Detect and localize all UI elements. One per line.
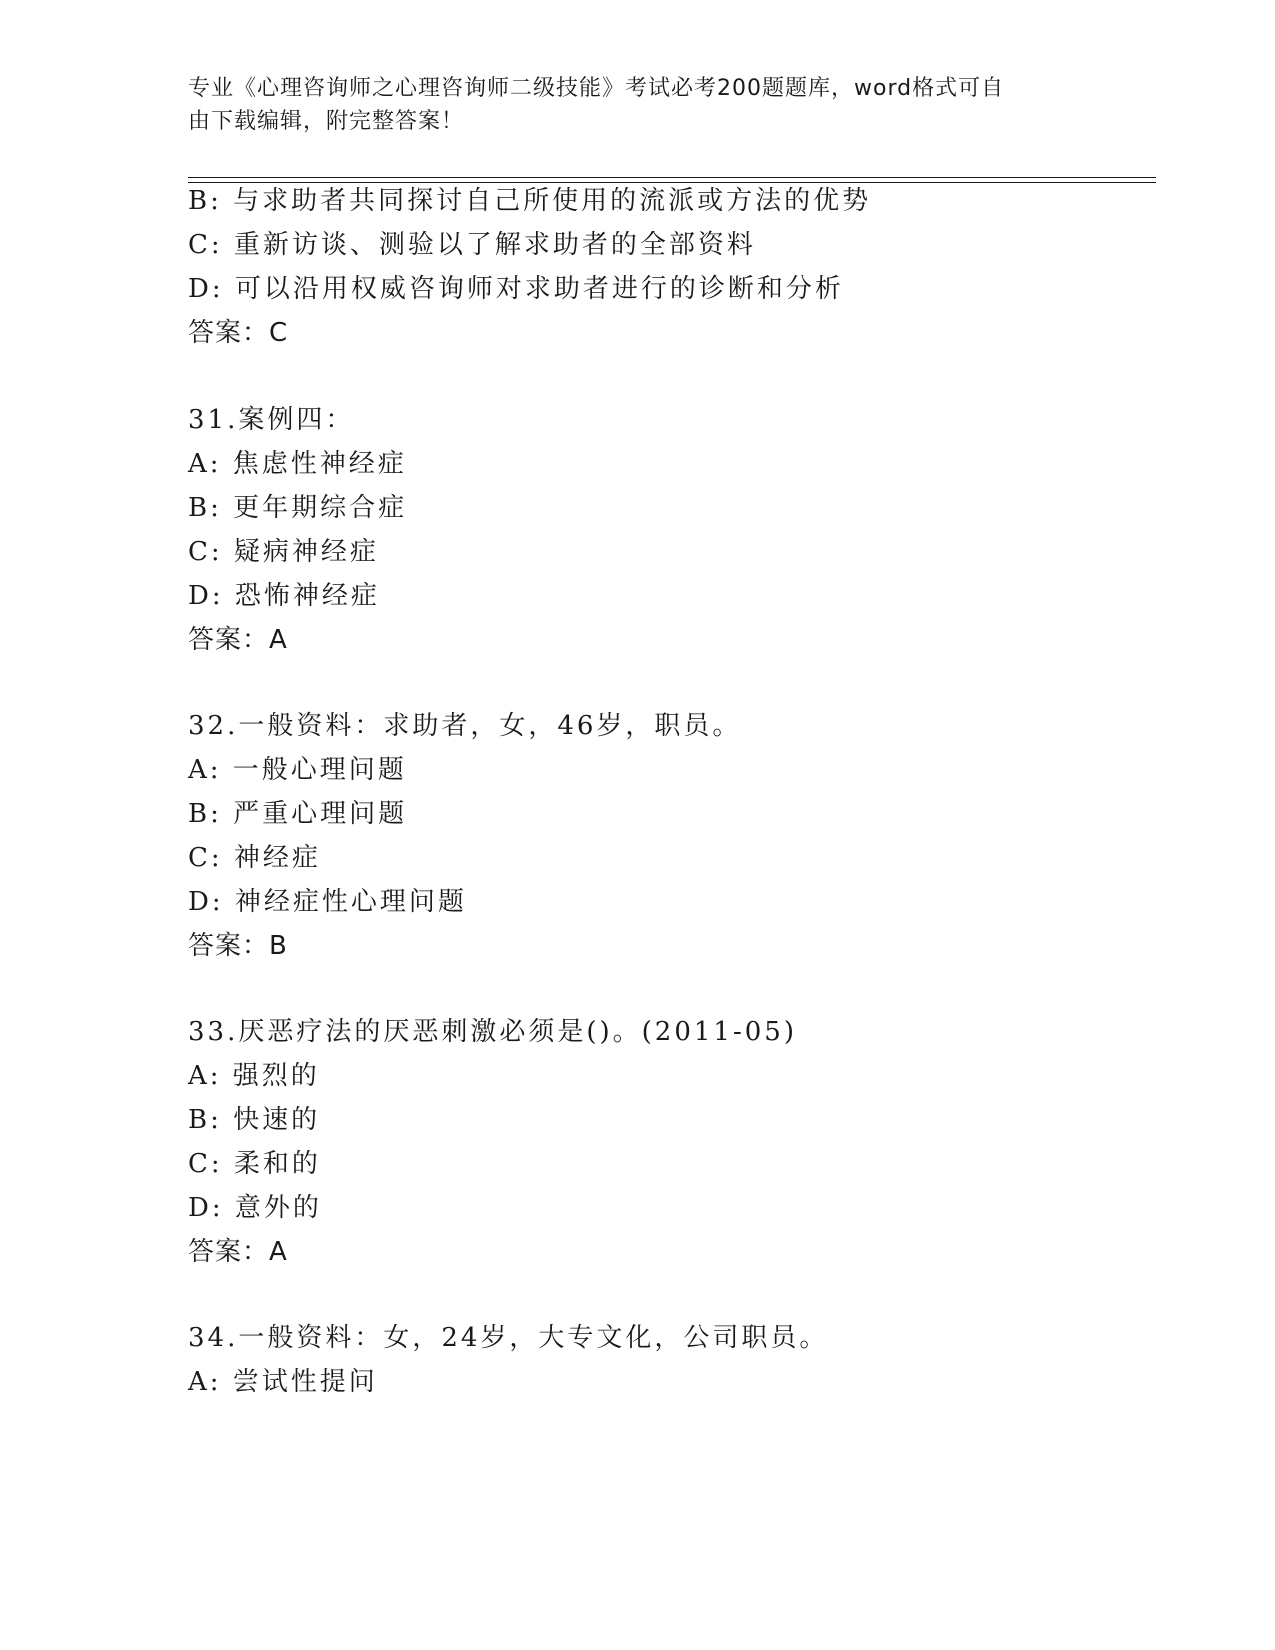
q34-option-a: A: 尝试性提问 — [188, 1367, 378, 1397]
header-line-2: 由下载编辑，附完整答案！ — [188, 109, 465, 134]
q32-answer: 答案：B — [188, 931, 288, 961]
document-header — [188, 72, 1068, 138]
q33-option-a: A: 强烈的 — [188, 1061, 320, 1091]
q30-option-c: C: 重新访谈、测验以了解求助者的全部资料 — [188, 230, 756, 260]
q32-stem: 32.一般资料：求助者，女，46岁，职员。 — [188, 711, 742, 741]
q33-answer: 答案：A — [188, 1237, 288, 1267]
q33-stem: 33.厌恶疗法的厌恶刺激必须是()。(2011-05) — [188, 1017, 797, 1047]
q32-option-c: C: 神经症 — [188, 843, 321, 873]
q34-stem: 34.一般资料：女，24岁，大专文化，公司职员。 — [188, 1323, 829, 1353]
q32-option-b: B: 严重心理问题 — [188, 799, 408, 829]
header-line-1: 专业《心理咨询师之心理咨询师二级技能》考试必考200题题库，word格式可自 — [188, 76, 1005, 101]
q30-option-b: B: 与求助者共同探讨自己所使用的流派或方法的优势 — [188, 186, 872, 216]
q33-option-b: B: 快速的 — [188, 1105, 321, 1135]
q32-option-a: A: 一般心理问题 — [188, 755, 407, 785]
q30-answer: 答案：C — [188, 318, 289, 348]
q31-option-a: A: 焦虑性神经症 — [188, 449, 407, 479]
q31-option-d: D: 恐怖神经症 — [188, 581, 380, 611]
q32-option-d: D: 神经症性心理问题 — [188, 887, 467, 917]
q30-option-d: D: 可以沿用权威咨询师对求助者进行的诊断和分析 — [188, 274, 844, 304]
q31-answer: 答案：A — [188, 625, 288, 655]
q33-option-d: D: 意外的 — [188, 1193, 322, 1223]
q31-option-c: C: 疑病神经症 — [188, 537, 379, 567]
q31-stem: 31.案例四： — [188, 405, 355, 435]
header-divider-bottom — [188, 182, 1156, 183]
q33-option-c: C: 柔和的 — [188, 1149, 321, 1179]
header-divider-top — [188, 177, 1156, 178]
q31-option-b: B: 更年期综合症 — [188, 493, 408, 523]
